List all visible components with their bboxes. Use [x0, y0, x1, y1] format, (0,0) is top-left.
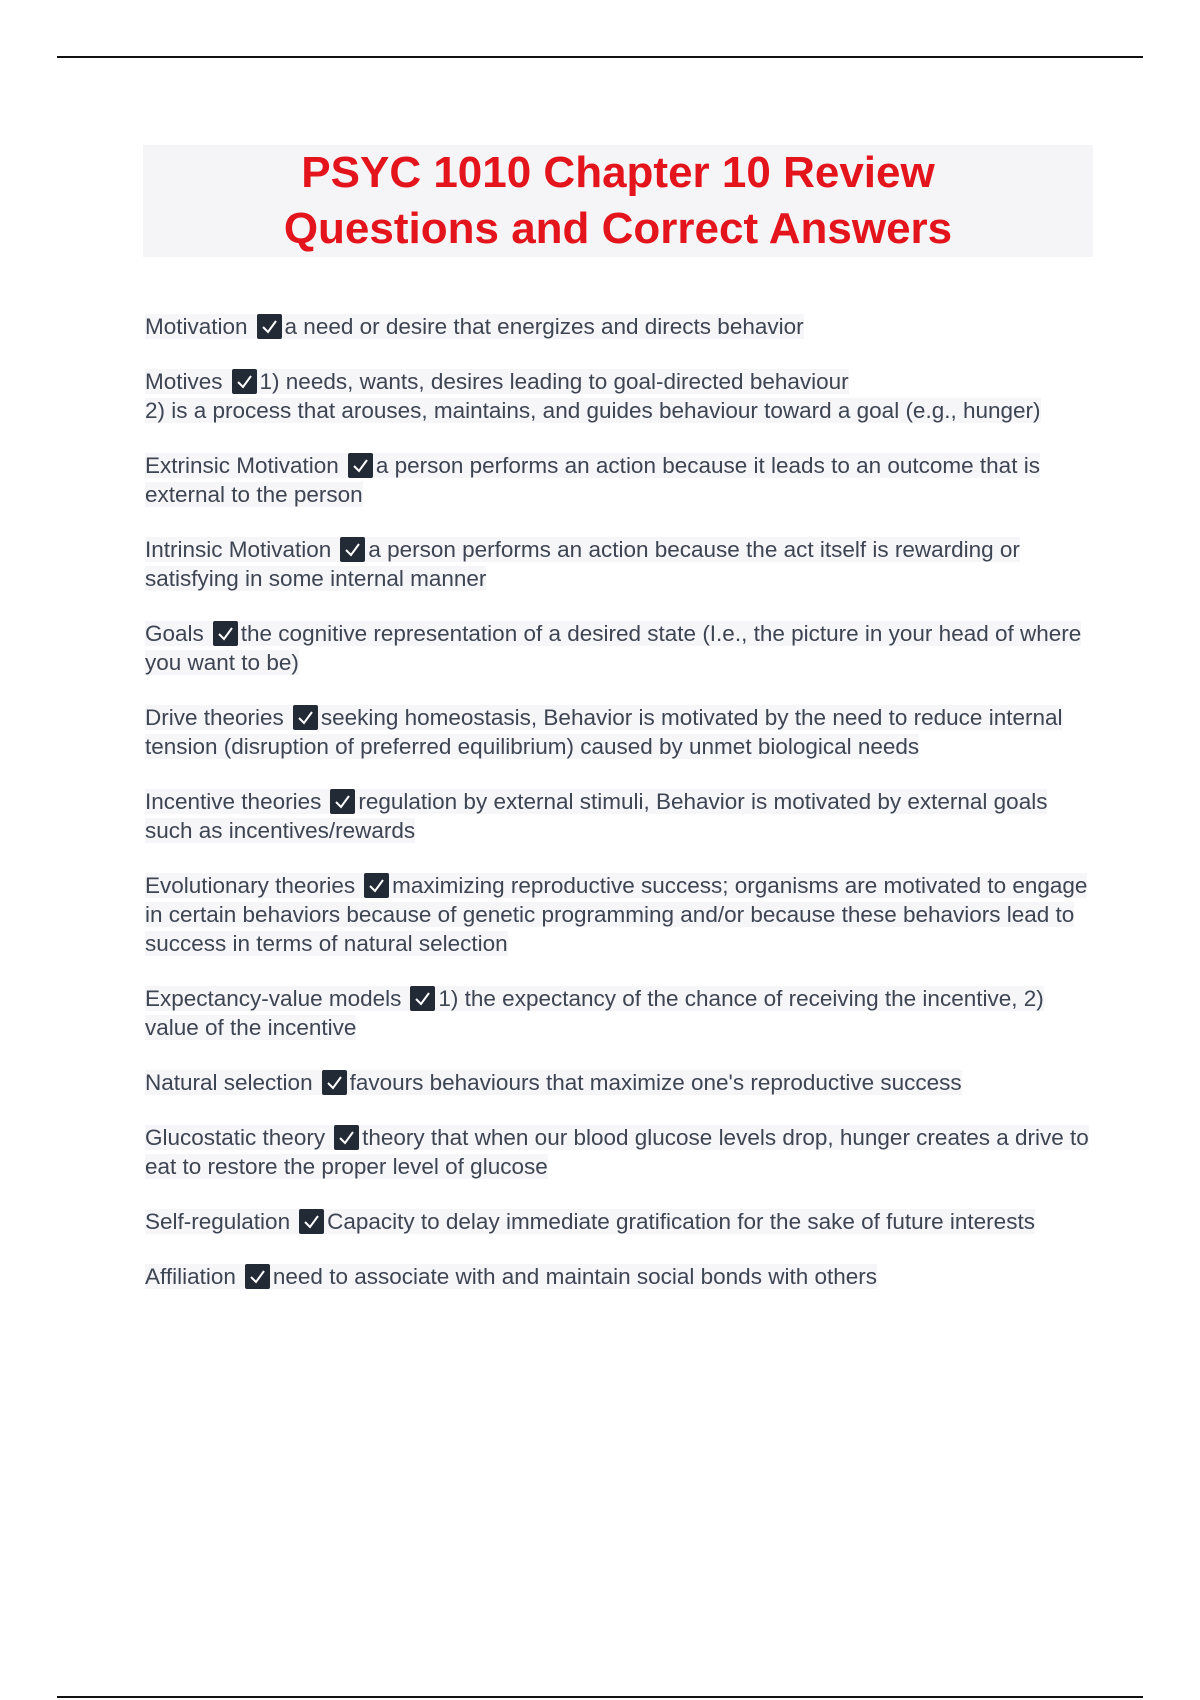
definition: 1) the expectancy of the chance of receiving the incentive, 2) value of the incentive	[145, 986, 1044, 1040]
checkmark-icon	[410, 986, 435, 1011]
title-line-2: Questions and Correct Answers	[283, 204, 953, 253]
term: Natural selection	[145, 1070, 313, 1095]
term: Motives	[145, 369, 223, 394]
term: Affiliation	[145, 1264, 236, 1289]
qa-entry	[145, 1262, 1090, 1291]
definition: need to associate with and maintain social bonds with others	[272, 1264, 877, 1289]
qa-entry	[145, 312, 1090, 341]
qa-entry	[145, 535, 1090, 593]
definition: a need or desire that energizes and directs behavior	[284, 314, 804, 339]
qa-entry	[145, 984, 1090, 1042]
checkmark-icon	[299, 1209, 324, 1234]
qa-entry	[145, 1207, 1090, 1236]
term: Self-regulation	[145, 1209, 291, 1234]
top-rule	[57, 56, 1143, 58]
checkmark-icon	[330, 789, 355, 814]
document-title	[143, 145, 1093, 257]
qa-entry	[145, 367, 1090, 425]
term: Incentive theories	[145, 789, 322, 814]
qa-entry	[145, 787, 1090, 845]
definition: the cognitive representation of a desired state (I.e., the picture in your head of where you want to be)	[145, 621, 1082, 675]
definition: regulation by external stimuli, Behavior is motivated by external goals such as incentives/rewards	[145, 789, 1048, 843]
definition: seeking homeostasis, Behavior is motivated by the need to reduce internal tension (disruption of preferred equilibrium) caused by unmet biological needs	[145, 705, 1063, 759]
term: Glucostatic theory	[145, 1125, 326, 1150]
checkmark-icon	[322, 1070, 347, 1095]
checkmark-icon	[257, 314, 282, 339]
checkmark-icon	[334, 1125, 359, 1150]
term: Evolutionary theories	[145, 873, 356, 898]
checkmark-icon	[293, 705, 318, 730]
definition: a person performs an action because the act itself is rewarding or satisfying in some internal manner	[145, 537, 1020, 591]
qa-entry	[145, 1068, 1090, 1097]
term: Expectancy-value models	[145, 986, 402, 1011]
definition: Capacity to delay immediate gratification for the sake of future interests	[327, 1209, 1035, 1234]
qa-entry	[145, 619, 1090, 677]
definition: theory that when our blood glucose levels drop, hunger creates a drive to eat to restore the proper level of glucose	[145, 1125, 1089, 1179]
qa-entry	[145, 703, 1090, 761]
definition: a person performs an action because it leads to an outcome that is external to the person	[145, 453, 1040, 507]
checkmark-icon	[232, 369, 257, 394]
checkmark-icon	[340, 537, 365, 562]
term: Extrinsic Motivation	[145, 453, 339, 478]
term: Goals	[145, 621, 204, 646]
bottom-rule	[57, 1696, 1143, 1698]
qa-entry	[145, 871, 1090, 958]
term: Motivation	[145, 314, 248, 339]
qa-entry	[145, 451, 1090, 509]
checkmark-icon	[348, 453, 373, 478]
checkmark-icon	[364, 873, 389, 898]
definition: favours behaviours that maximize one's reproductive success	[349, 1070, 962, 1095]
term: Drive theories	[145, 705, 284, 730]
definition: 1) needs, wants, desires leading to goal-directed behaviour 2) is a process that arouses, maintains, and guides behaviour toward a goal (e.g., hunger)	[145, 369, 1041, 423]
term: Intrinsic Motivation	[145, 537, 332, 562]
definition: maximizing reproductive success; organisms are motivated to engage in certain behaviors because of genetic programming and/or because these behaviors lead to success in terms of natural selection	[145, 873, 1088, 956]
qa-list	[145, 312, 1090, 1317]
title-line-1: PSYC 1010 Chapter 10 Review	[301, 148, 935, 197]
checkmark-icon	[245, 1264, 270, 1289]
checkmark-icon	[213, 621, 238, 646]
qa-entry	[145, 1123, 1090, 1181]
